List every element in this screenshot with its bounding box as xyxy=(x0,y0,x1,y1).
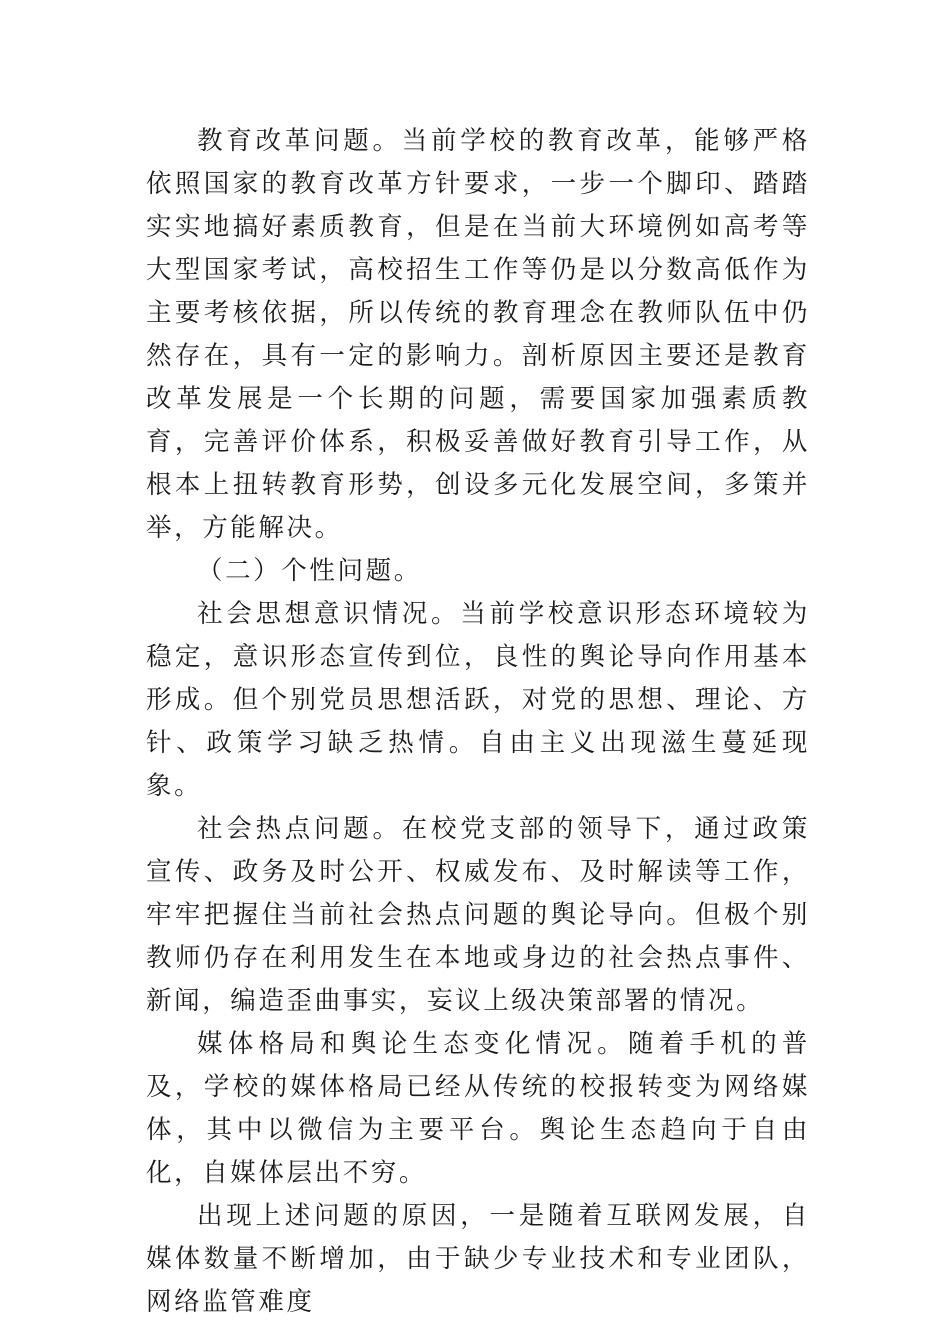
paragraph-education-reform: 教育改革问题。当前学校的教育改革，能够严格依照国家的教育改革方针要求，一步一个脚印、踏踏实实地搞好素质教育，但是在当前大环境例如高考等大型国家考试，高校招生工作等仍是以分数高低作为主要考核依据，所以传统的教育理念在教师队伍中仍然存在，具有一定的影响力。剖析原因主要还是教育改革发展是一个长期的问题，需要国家加强素质教育，完善评价体系，积极妥善做好教育引导工作，从根本上扭转教育形势，创设多元化发展空间，多策并举，方能解决。 xyxy=(146,126,810,543)
section-heading-individual-issues: （二）个性问题。 xyxy=(197,556,422,586)
paragraph-social-hotspots: 社会热点问题。在校党支部的领导下，通过政策宣传、政务及时公开、权威发布、及时解读等工作，牢牢把握住当前社会热点问题的舆论导向。但极个别教师仍存在利用发生在本地或身边的社会热点事件、新闻，编造歪曲事实，妄议上级决策部署的情况。 xyxy=(146,814,810,1016)
paragraph-social-ideology: 社会思想意识情况。当前学校意识形态环境较为稳定，意识形态宣传到位，良性的舆论导向作用基本形成。但个别党员思想活跃，对党的思想、理论、方针、政策学习缺乏热情。自由主义出现滋生蔓延现象。 xyxy=(146,599,810,801)
document-body xyxy=(146,120,810,1324)
paragraph-causes: 出现上述问题的原因，一是随着互联网发展，自媒体数量不断增加，由于缺少专业技术和专业团队，网络监管难度 xyxy=(146,1201,810,1317)
paragraph-media-landscape: 媒体格局和舆论生态变化情况。随着手机的普及，学校的媒体格局已经从传统的校报转变为网络媒体，其中以微信为主要平台。舆论生态趋向于自由化，自媒体层出不穷。 xyxy=(146,1029,810,1188)
